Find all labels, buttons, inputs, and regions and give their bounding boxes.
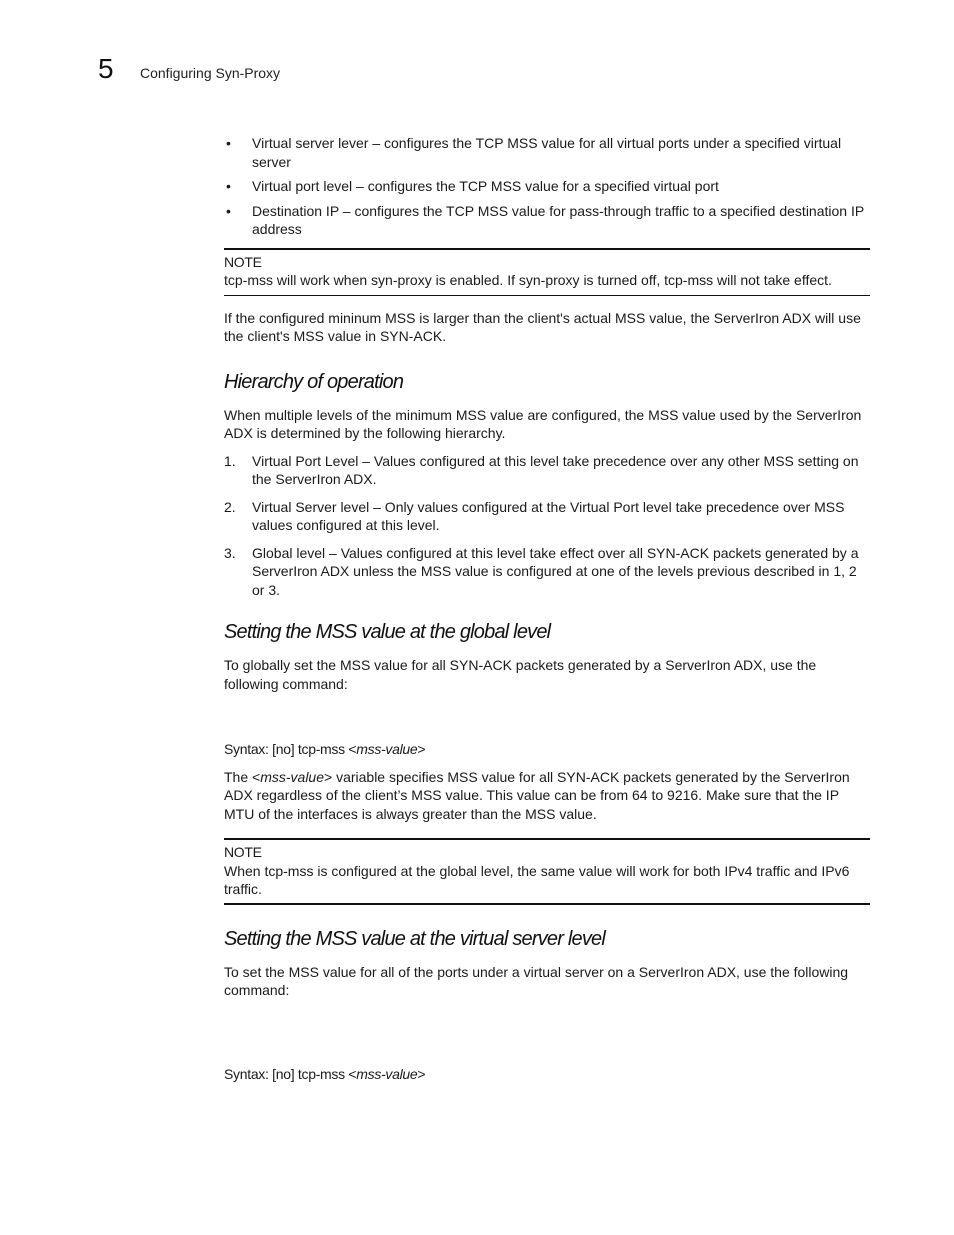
- bullet-icon: •: [226, 178, 231, 194]
- global-intro: To globally set the MSS value for all SYN-ACK packets generated by a ServerIron ADX, use the following command:: [224, 657, 817, 692]
- note-text: When tcp-mss is configured at the global level, the same value will work for both IPv4 traffic and IPv6 traffic.: [224, 862, 850, 897]
- virtual-server-intro: To set the MSS value for all of the ports under a virtual server on a ServerIron ADX, use the following command:: [224, 963, 849, 998]
- virtual-server-syntax: Syntax: [no] tcp-mss <mss-value>: [224, 1065, 426, 1082]
- section-heading-hierarchy: Hierarchy of operation: [224, 370, 404, 393]
- list-item: • Virtual server lever – configures the TCP MSS value for all virtual ports under a specified virtual server: [226, 135, 842, 170]
- global-syntax: Syntax: [no] tcp-mss <mss-value>: [224, 741, 426, 757]
- bullet-icon: •: [226, 202, 231, 219]
- list-item: 1. Virtual Port Level – Values configured at this level take precedence over any other MSS setting on the ServerIron ADX.: [224, 452, 859, 487]
- hierarchy-intro: When multiple levels of the minimum MSS value are configured, the MSS value used by the ServerIron ADX is determined by the following hierarchy.: [224, 406, 862, 441]
- chapter-number: 5: [98, 53, 114, 84]
- note-syn-proxy: [224, 248, 870, 290]
- min-mss-paragraph: If the configured mininum MSS is larger than the client's actual MSS value, the ServerIron ADX will use the client's MSS value in SYN-ACK.: [224, 309, 861, 344]
- chapter-title: Configuring Syn-Proxy: [140, 65, 281, 81]
- bullet-icon: •: [226, 135, 231, 151]
- list-item: 2. Virtual Server level – Only values configured at the Virtual Port level take precedence over MSS values configured at this level.: [224, 498, 845, 533]
- note-text: tcp-mss will work when syn-proxy is enabled. If syn-proxy is turned off, tcp-mss will not take effect.: [224, 272, 832, 288]
- note-divider: [224, 295, 870, 296]
- section-heading-global: Setting the MSS value at the global level: [224, 621, 551, 643]
- global-description: The <mss-value> variable specifies MSS value for all SYN-ACK packets generated by the ServerIron ADX regardless of the client’s MSS value. This value can be from 64 to 9216. Make sure that the IP MTU of the interfaces is always greater than the MSS value.: [224, 768, 850, 822]
- hierarchy-steps: [224, 452, 870, 600]
- list-item: • Destination IP – configures the TCP MSS value for pass-through traffic to a specified destination IP address: [226, 202, 864, 237]
- list-item: • Virtual port level – configures the TCP MSS value for a specified virtual port: [226, 178, 719, 194]
- mss-levels-list: [224, 134, 870, 239]
- section-heading-virtual-server: Setting the MSS value at the virtual server level: [224, 927, 606, 950]
- page-content: [224, 134, 870, 1083]
- note-label: NOTE: [224, 844, 262, 860]
- note-global-level: [224, 838, 870, 905]
- note-label: NOTE: [224, 253, 262, 270]
- list-item: 3. Global level – Values configured at this level take effect over all SYN-ACK packets generated by a ServerIron ADX unless the MSS value is configured at one of the levels previous described in 1, 2 or 3.: [224, 544, 859, 598]
